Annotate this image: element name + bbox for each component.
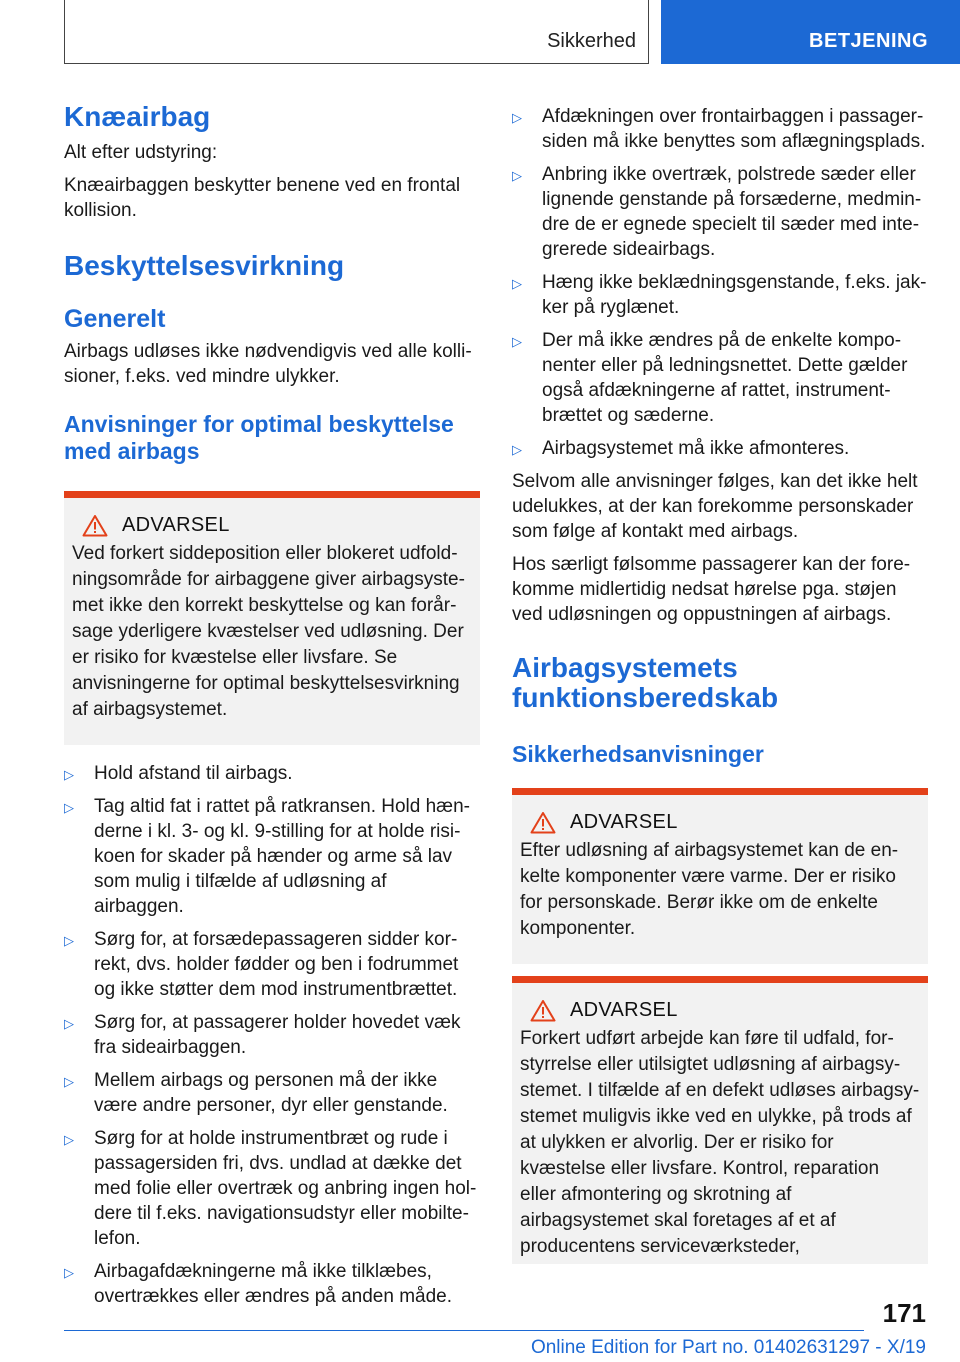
- intro-text: Knæairbaggen beskytter benene ved en frontal kollision.: [64, 175, 461, 221]
- heading-knee-airbag: Knæairbag: [64, 101, 211, 132]
- warning-title: ADVARSEL: [122, 514, 230, 536]
- warning-text: Forkert udført arbejde kan føre til udfald, forstyrrelse eller utilsigtet udløsning af airbagsystemet. I tilfælde af en defekt udløses airbagsystemet muligvis ikke ved en ulykke, på trods af at ulykken er alvorlig. Der er risiko for kvæstelse eller livsfare. Kontrol, reparation eller afmontering og skrotning af airbagsystemet skal foretages af et af producentens serviceværksteder,: [520, 1028, 920, 1257]
- warning-triangle-icon: [82, 514, 108, 537]
- list-item: ▷ Hæng ikke beklædningsgenstande, f.eks. jakker på ryglænet.: [512, 272, 927, 318]
- bullet-triangle-icon: ▷: [64, 933, 74, 948]
- warning-box: [64, 491, 480, 745]
- header-section-title: Sikkerhed: [547, 30, 636, 52]
- bullet-triangle-icon: ▷: [64, 1265, 74, 1280]
- warning-title: ADVARSEL: [570, 811, 678, 833]
- list-item: ▷ Anbring ikke overtræk, polstrede sæder eller lignende genstande på forsæderne, medmindre de er egnede specielt til sæder med integrerede sideairbags.: [512, 164, 922, 260]
- page-number: 171: [882, 1298, 926, 1328]
- list-item: ▷ Sørg for at holde instrumentbræt og rude i passagersiden fri, dvs. undlad at dække det med folie eller overtræk og anbring ingen holdere til f.eks. navigationsudstyr eller mobiltelefon.: [64, 1128, 477, 1249]
- heading-readiness: Airbagsystemets funktionsberedskab: [512, 652, 779, 713]
- paragraph-injury: Selvom alle anvisninger følges, kan det ikke helt udelukkes, at der kan forekomme personskader som følge af kontakt med airbags.: [512, 471, 918, 542]
- header-chapter-title: BETJENING: [809, 30, 928, 52]
- intro-equipment: Alt efter udstyring:: [64, 142, 218, 163]
- list-item: ▷ Der må ikke ændres på de enkelte komponenter eller på ledningsnettet. Dette gælder også afdækningerne af rattet, instrumentbrættet og sæderne.: [512, 330, 908, 426]
- warning-text: Ved forkert siddeposition eller blokeret udfoldningsområde for airbaggene giver airbagsystemet ikke den korrekt beskyttelse og kan forårsage yderligere kvæstelser ved udløsning. Der er risiko for kvæstelse eller livsfare. Se anvisningerne for optimal beskyttelsesvirkning af airbagsystemet.: [72, 543, 465, 720]
- heading-safety: Sikkerhedsanvisninger: [512, 741, 764, 767]
- bullet-triangle-icon: ▷: [512, 276, 522, 291]
- bullet-triangle-icon: ▷: [64, 1132, 74, 1147]
- heading-instructions: Anvisninger for optimal beskyttelse med airbags: [64, 411, 454, 464]
- list-item: ▷ Airbagafdækningerne må ikke tilklæbes, overtrækkes eller ændres på anden måde.: [64, 1261, 453, 1307]
- footer-edition: Online Edition for Part no. 01402631297 - X/19: [530, 1337, 926, 1358]
- list-item: ▷ Hold afstand til airbags.: [64, 761, 480, 786]
- general-text: Airbags udløses ikke nødvendigvis ved alle kollisioner, f.eks. ved mindre ulykker.: [64, 341, 472, 387]
- list-item: ▷ Airbagsystemet må ikke afmonteres.: [512, 436, 928, 461]
- right-column: [512, 100, 928, 1264]
- bullet-triangle-icon: ▷: [64, 767, 74, 782]
- heading-protection: Beskyttelsesvirkning: [64, 250, 345, 281]
- list-item: ▷ Tag altid fat i rattet på ratkransen. Hold hænderne i kl. 3- og kl. 9-stilling for at holde risikoen for skader på hænder og arme så lav som mulig i tilfælde af udløsning af airbaggen.: [64, 796, 470, 917]
- warning-triangle-icon: [530, 999, 556, 1022]
- bullet-triangle-icon: ▷: [64, 800, 74, 815]
- warning-triangle-icon: [530, 811, 556, 834]
- list-item: ▷ Sørg for, at forsædepassageren sidder korrekt, dvs. holder fødder og ben i fodrummet og ikke støtter dem mod instrumentbrættet.: [64, 929, 459, 1000]
- bullet-triangle-icon: ▷: [64, 1074, 74, 1089]
- heading-general: Generelt: [64, 305, 166, 333]
- warning-title: ADVARSEL: [570, 999, 678, 1021]
- header-section-box: [64, 0, 649, 64]
- paragraph-hearing: Hos særligt følsomme passagerer kan der forekomme midlertidig nedsat hørelse pga. støjen ved udløsningen og oppustningen af airbags.: [512, 554, 911, 625]
- header-chapter-tab: [661, 0, 960, 64]
- list-item: ▷ Afdækningen over frontairbaggen i passagersiden må ikke benyttes som aflægningsplads.: [512, 106, 926, 152]
- footer-divider: [64, 1330, 864, 1331]
- bullet-triangle-icon: ▷: [512, 442, 522, 457]
- right-instruction-list: [512, 104, 928, 461]
- warning-text: Efter udløsning af airbagsystemet kan de enkelte komponenter være varme. Der er risiko for personskade. Berør ikke om de enkelte komponenter.: [520, 840, 899, 939]
- bullet-triangle-icon: ▷: [512, 334, 522, 349]
- list-item: ▷ Sørg for, at passagerer holder hovedet væk fra sideairbaggen.: [64, 1012, 461, 1058]
- left-column: [64, 100, 480, 1317]
- left-instruction-list: [64, 761, 480, 1309]
- bullet-triangle-icon: ▷: [512, 168, 522, 183]
- warning-box: [512, 976, 928, 1264]
- bullet-triangle-icon: ▷: [64, 1016, 74, 1031]
- warning-box: [512, 788, 928, 964]
- list-item: ▷ Mellem airbags og personen må der ikke være andre personer, dyr eller genstande.: [64, 1070, 448, 1116]
- bullet-triangle-icon: ▷: [512, 110, 522, 125]
